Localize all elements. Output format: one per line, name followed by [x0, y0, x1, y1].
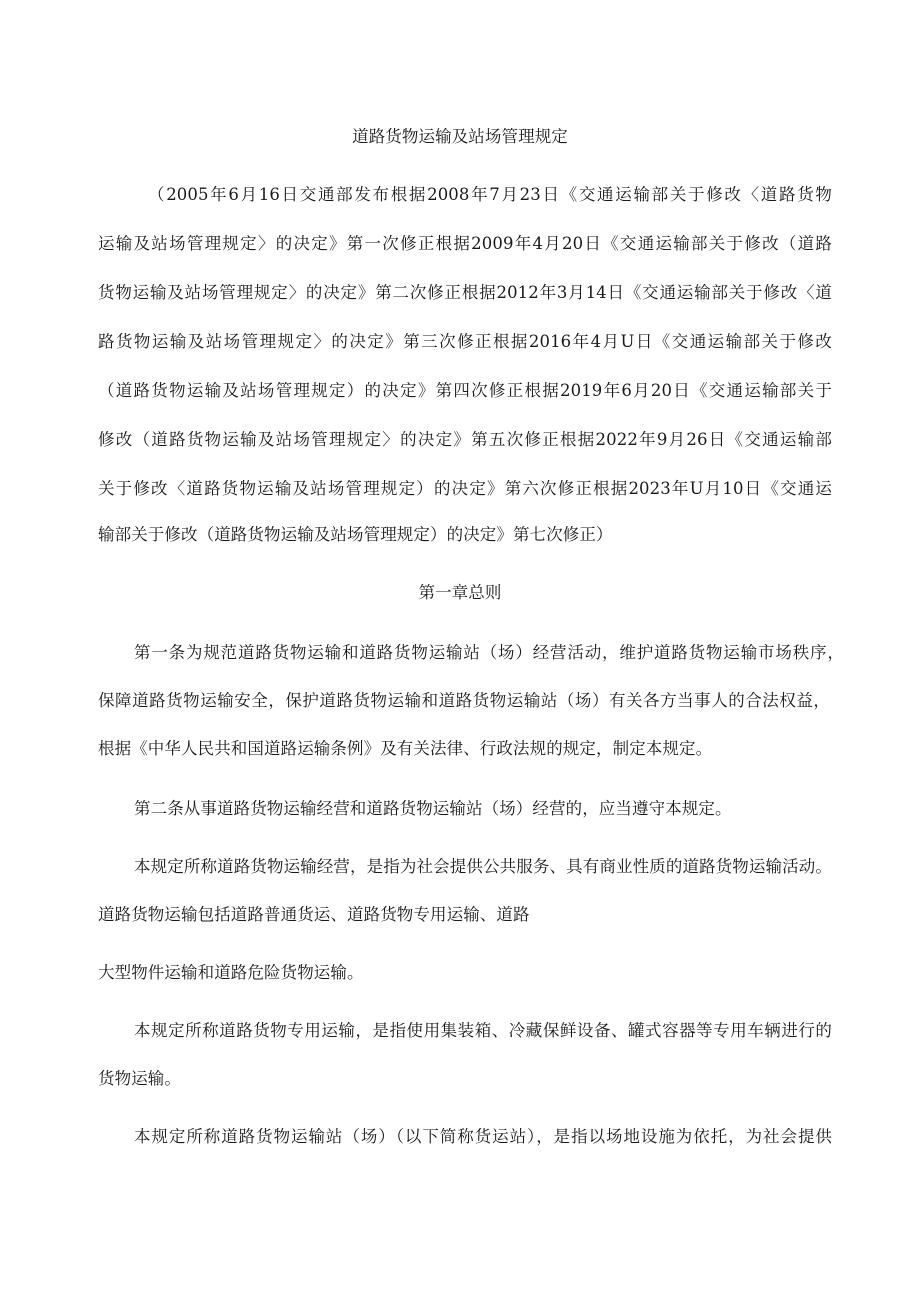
- preamble-line: 运输及站场管理规定〉的决定》第一次修正根据2009年4月20日《交通运输部关于修改（道路: [98, 234, 832, 253]
- article-line: 根据《中华人民共和国道路运输条例》及有关法律、行政法规的规定，制定本规定。: [98, 739, 713, 758]
- paragraph-line: 本规定所称道路货物运输经营，是指为社会提供公共服务、具有商业性质的道路货物运输活动。: [134, 857, 832, 876]
- chapter-title: 第一章总则: [418, 583, 502, 602]
- preamble-line: （2005年6月16日交通部发布根据2008年7月23日《交通运输部关于修改〈道路货物: [148, 185, 832, 204]
- paragraph-line: 道路货物运输包括道路普通货运、道路货物专用运输、道路: [98, 905, 530, 924]
- document-title: 道路货物运输及站场管理规定: [352, 127, 568, 146]
- preamble-line: （道路货物运输及站场管理规定）的决定》第四次修正根据2019年6月20日《交通运输部关于: [98, 381, 832, 400]
- preamble-line: 修改（道路货物运输及站场管理规定〉的决定》第五次修正根据2022年9月26日《交通运输部: [98, 430, 832, 449]
- preamble-line: 输部关于修改（道路货物运输及站场管理规定）的决定》第七次修正）: [98, 525, 613, 544]
- article-line: 第二条从事道路货物运输经营和道路货物运输站（场）经营的，应当遵守本规定。: [134, 799, 732, 818]
- article-line: 第一条为规范道路货物运输和道路货物运输站（场）经营活动，维护道路货物运输市场秩序，: [134, 643, 844, 662]
- preamble-line: 路货物运输及站场管理规定〉的决定》第三次修正根据2016年4月U日《交通运输部关于修改: [98, 332, 832, 351]
- article-line: 保障道路货物运输安全，保护道路货物运输和道路货物运输站（场）有关各方当事人的合法权益，: [98, 691, 830, 710]
- paragraph-line: 本规定所称道路货物运输站（场）（以下简称货运站），是指以场地设施为依托，为社会提供: [134, 1127, 832, 1146]
- preamble-line: 关于修改〈道路货物运输及站场管理规定）的决定》第六次修正根据2023年U月10日《交通运: [98, 479, 832, 498]
- paragraph-line: 大型物件运输和道路危险货物运输。: [98, 963, 364, 982]
- paragraph-line: 本规定所称道路货物专用运输，是指使用集装箱、冷藏保鲜设备、罐式容器等专用车辆进行的: [134, 1021, 832, 1040]
- paragraph-line: 货物运输。: [98, 1069, 181, 1088]
- preamble-line: 货物运输及站场管理规定〉的决定》第二次修正根据2012年3月14日《交通运输部关于修改〈道: [98, 283, 832, 302]
